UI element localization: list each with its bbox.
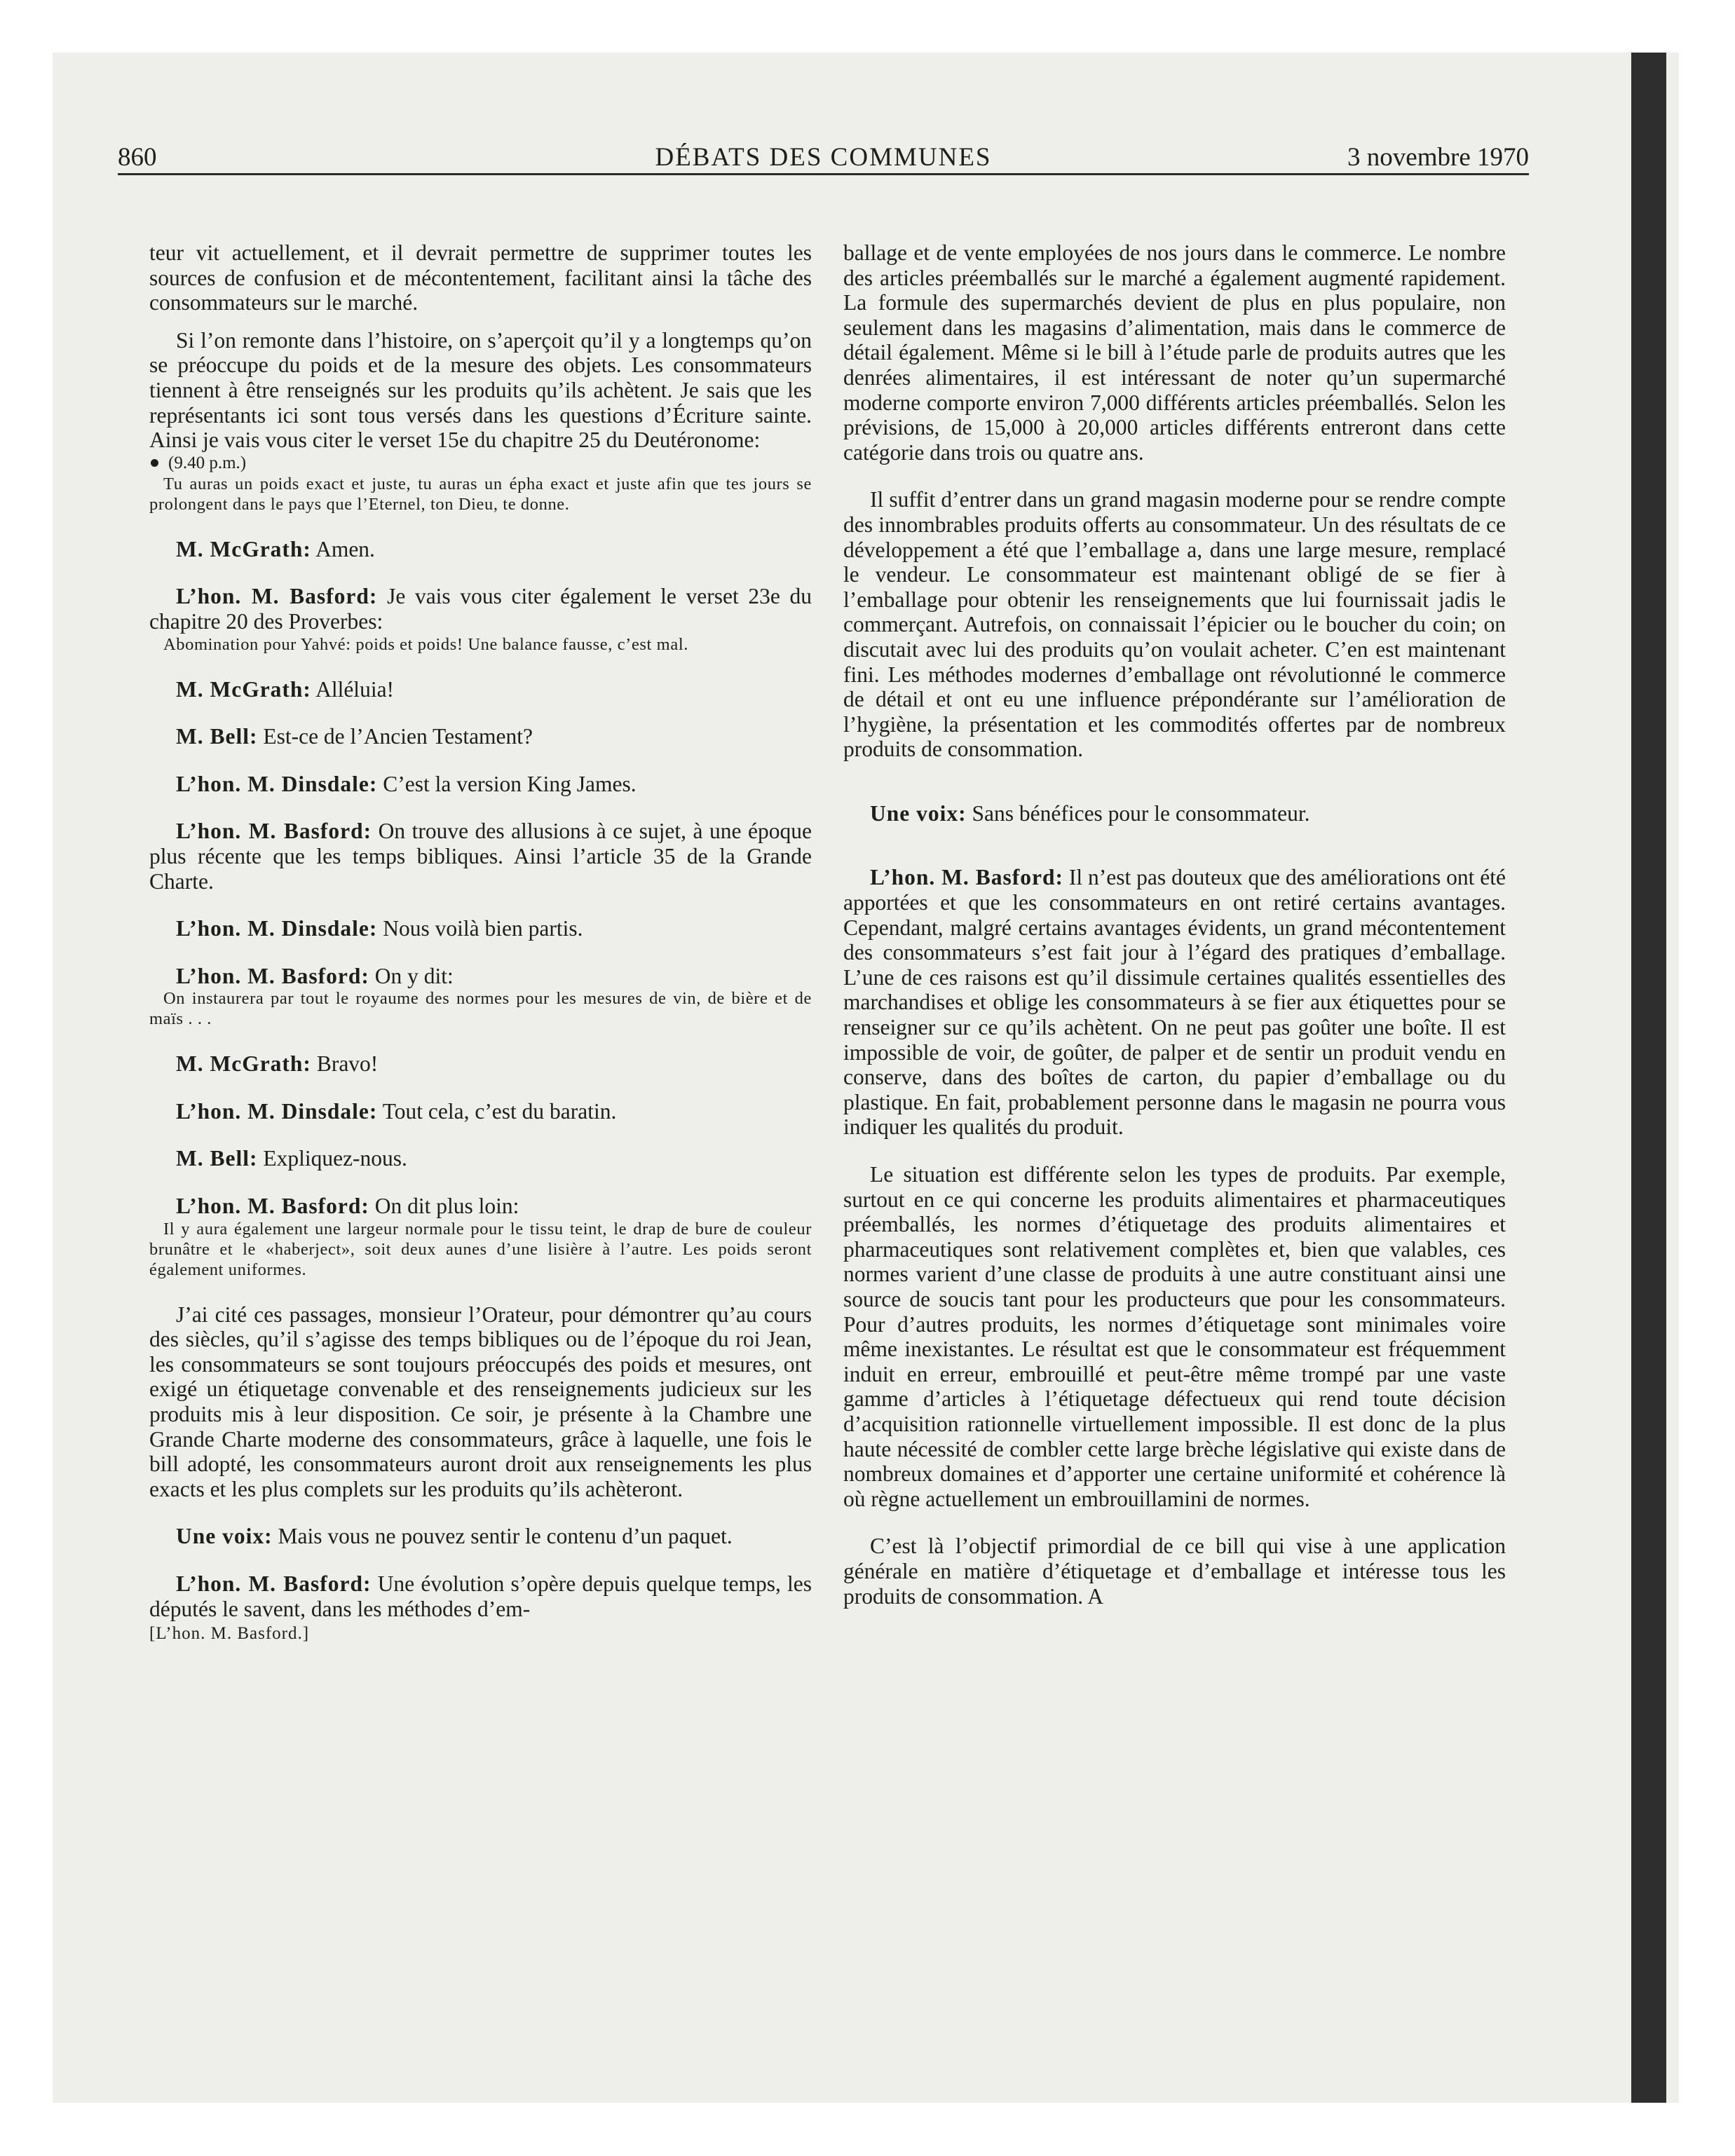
speech-entry — [149, 537, 812, 562]
paragraph: ballage et de vente employées de nos jours dans le commerce. Le nombre des articles préemballés sur le marché a également augmenté rapidement. La formule des supermarchés devient de plus en plus populaire, non seulement dans les magasins d’alimentation, mais dans le commerce de détail également. Même si le bill à l’étude parle de produits autres que les denrées alimentaires, il est intéressant de noter qu’un supermarché moderne comporte environ 7,000 différents articles préemballés. Selon les prévisions, de 15,000 à 20,000 articles différents entreront dans cette catégorie dans trois ou quatre ans. — [843, 240, 1506, 465]
speaker-name: L’hon. M. Dinsdale: — [176, 1098, 378, 1124]
paragraph: J’ai cité ces passages, monsieur l’Orateur, pour démontrer qu’au cours des siècles, qu’il s’agisse des temps bibliques ou de l’époque du roi Jean, les consommateurs se sont toujours préoccupés des poids et mesures, ont exigé un étiquetage convenable et des renseignements judicieux sur les produits mis à leur disposition. Ce soir, je présente à la Chambre une Grande Charte moderne des consommateurs, grâce à laquelle, une fois le bill adopté, les consommateurs auront droit aux renseignements les plus exacts et les plus complets sur les produits qu’ils achèteront. — [149, 1302, 812, 1501]
paragraph: Il suffit d’entrer dans un grand magasin moderne pour se rendre compte des innombrables produits offerts au consommateur. Un des résultats de ce développement a été que l’emballage a, dans une large mesure, remplacé le vendeur. Le consommateur est maintenant obligé de se fier à l’emballage pour obtenir les renseignements que lui fournissait jadis le commerçant. Autrefois, on connaissait l’épicier ou le boucher du coin; on discutait avec lui des produits qu’on voulait acheter. C’en est maintenant fini. Les méthodes modernes d’emballage ont révolutionné le commerce de détail et ont eu une influence prépondérante sur l’amélioration de l’hygiène, la présentation et les commodités offertes par de nombreux produits de consommation. — [843, 487, 1506, 762]
page-title: DÉBATS DES COMMUNES — [655, 143, 992, 172]
speaker-name: M. McGrath: — [176, 536, 311, 561]
speech-entry — [149, 1194, 812, 1219]
speech-entry — [149, 819, 812, 894]
speech-text: Expliquez-nous. — [263, 1146, 407, 1171]
speaker-name: L’hon. M. Basford: — [176, 1194, 369, 1219]
page-date: 3 novembre 1970 — [1347, 143, 1529, 172]
speaker-name: L’hon. M. Dinsdale: — [176, 771, 378, 796]
speech-text: Alléluia! — [315, 676, 395, 702]
paragraph: Le situation est différente selon les types de produits. Par exemple, surtout en ce qui concerne les produits alimentaires et pharmaceutiques préemballés, les normes d’étiquetage des produits alimentaires et pharmaceutiques sont relativement complètes et, bien que valables, ces normes varient d’une classe de produits à une autre constituant ainsi une source de soucis tant pour les producteurs que pour les consommateurs. Pour d’autres produits, les normes d’étiquetage sont minimales voire même inexistantes. Le résultat est que le consommateur est fréquemment induit en erreur, embrouillé et peut-être même trompé par une vaste gamme d’articles à l’étiquetage défectueux qui rend toute décision d’acquisition rationnelle virtuellement impossible. Il est donc de la plus haute nécessité de combler cette large brèche législative qui existe dans de nombreux domaines et d’apporter une certaine uniformité et cohérence là où règne actuellement un embrouillamini de normes. — [843, 1162, 1506, 1511]
scripture-quote: Abomination pour Yahvé: poids et poids! Une balance fausse, c’est mal. — [163, 634, 688, 654]
speech-text: Est-ce de l’Ancien Testament? — [263, 724, 533, 749]
speech-text: On y dit: — [374, 963, 454, 988]
bullet-icon — [151, 459, 158, 467]
scripture-quote: Tu auras un poids exact et juste, tu auras un épha exact et juste afin que tes jours se prolongent dans le pays que l’Eternel, ton Dieu, te donne. — [149, 474, 812, 514]
speaker-signature: [L’hon. M. Basford.] — [149, 1624, 310, 1644]
historical-quote: Il y aura également une largeur normale pour le tissu teint, le drap de bure de couleur brunâtre et le «haberject», soit deux aunes d’une lisière à l’autre. Les poids seront également uniformes. — [149, 1219, 812, 1279]
speech-entry — [149, 1051, 812, 1077]
speech-text: Tout cela, c’est du baratin. — [382, 1098, 617, 1124]
speaker-name: L’hon. M. Basford: — [176, 1571, 372, 1596]
speech-text: Nous voilà bien partis. — [383, 916, 583, 941]
speaker-name: L’hon. M. Dinsdale: — [176, 916, 378, 941]
speaker-name: L’hon. M. Basford: — [176, 819, 372, 844]
page-number: 860 — [118, 143, 157, 172]
speech-entry — [149, 724, 812, 749]
speech-text: C’est la version King James. — [383, 771, 637, 796]
speaker-name: M. Bell: — [176, 1146, 258, 1171]
speech-text: Je vais vous citer également le verset 23e du chapitre 20 des Proverbes: — [149, 584, 812, 634]
left-column — [149, 240, 812, 1646]
speech-entry — [843, 865, 1506, 1140]
speaker-name: L’hon. M. Basford: — [176, 963, 369, 988]
speech-entry — [149, 584, 812, 634]
speech-entry — [149, 772, 812, 797]
speaker-name: L’hon. M. Basford: — [176, 584, 378, 609]
speaker-name: M. McGrath: — [176, 676, 311, 702]
speaker-name: M. McGrath: — [176, 1051, 311, 1077]
speech-entry — [149, 916, 812, 941]
binding-edge — [1631, 53, 1666, 2103]
timestamp — [149, 453, 812, 474]
speech-entry — [149, 1099, 812, 1124]
right-column — [843, 240, 1506, 1609]
speech-text: Il n’est pas douteux que des améliorations ont été apportées et que les consommateurs en ont retiré certains avantages. Cependant, malgré certains avantages évidents, un grand mécontentement des consommateurs s’est fait jour à l’égard des pratiques d’emballage. L’une de ces raisons est qu’il dissimule certaines qualités essentielles des marchandises et oblige les consommateurs à se fier aux étiquettes pour se renseigner sur ce qu’ils achètent. On ne peut pas goûter une boîte. Il est impossible de voir, de goûter, de palper et de sentir un produit vendu en conserve, dans des boîtes de carton, du papier d’emballage ou du plastique. En fait, probablement personne dans le magasin ne pourra vous indiquer les qualités du produit. — [843, 865, 1506, 1140]
speech-entry — [149, 1146, 812, 1171]
speaker-name: L’hon. M. Basford: — [870, 865, 1063, 890]
speech-text: On trouve des allusions à ce sujet, à une époque plus récente que les temps bibliques. Ainsi l’article 35 de la Grande Charte. — [149, 819, 812, 894]
speaker-name: Une voix: — [176, 1524, 273, 1549]
speech-text: Bravo! — [316, 1051, 379, 1077]
speech-text: Amen. — [315, 536, 375, 561]
paragraph: C’est là l’objectif primordial de ce bill qui vise à une application générale en matière d’étiquetage et d’emballage et intéresse tous les produits de consommation. A — [843, 1534, 1506, 1609]
speech-entry — [149, 1524, 812, 1549]
speech-entry — [149, 964, 812, 989]
page-header — [118, 142, 1529, 175]
paragraph: Si l’on remonte dans l’histoire, on s’aperçoit qu’il y a longtemps qu’on se préoccupe du poids et de la mesure des objets. Les consommateurs tiennent à être renseignés sur les produits qu’ils achètent. Je sais que les représentants ici sont tous versés dans les questions d’Écriture sainte. Ainsi je vais vous citer le verset 15e du chapitre 25 du Deutéronome: — [149, 327, 812, 453]
speech-text: On dit plus loin: — [374, 1194, 519, 1219]
speech-entry — [149, 677, 812, 702]
paragraph: teur vit actuellement, et il devrait permettre de supprimer toutes les sources de confusion et de mécontentement, facilitant ainsi la tâche des consommateurs sur le marché. — [149, 240, 812, 315]
speech-text: Une évolution s’opère depuis quelque temps, les députés le savent, dans les méthodes d’em- — [149, 1571, 812, 1621]
speaker-name: M. Bell: — [176, 724, 258, 749]
speech-text: Mais vous ne pouvez sentir le contenu d’un paquet. — [278, 1524, 733, 1549]
timestamp-text: (9.40 p.m.) — [168, 453, 247, 472]
speech-entry — [843, 801, 1506, 826]
speaker-name: Une voix: — [870, 800, 967, 826]
speech-text: Sans bénéfices pour le consommateur. — [972, 800, 1310, 826]
historical-quote: On instaurera par tout le royaume des normes pour les mesures de vin, de bière et de maïs . . . — [149, 989, 812, 1029]
speech-entry — [149, 1571, 812, 1621]
